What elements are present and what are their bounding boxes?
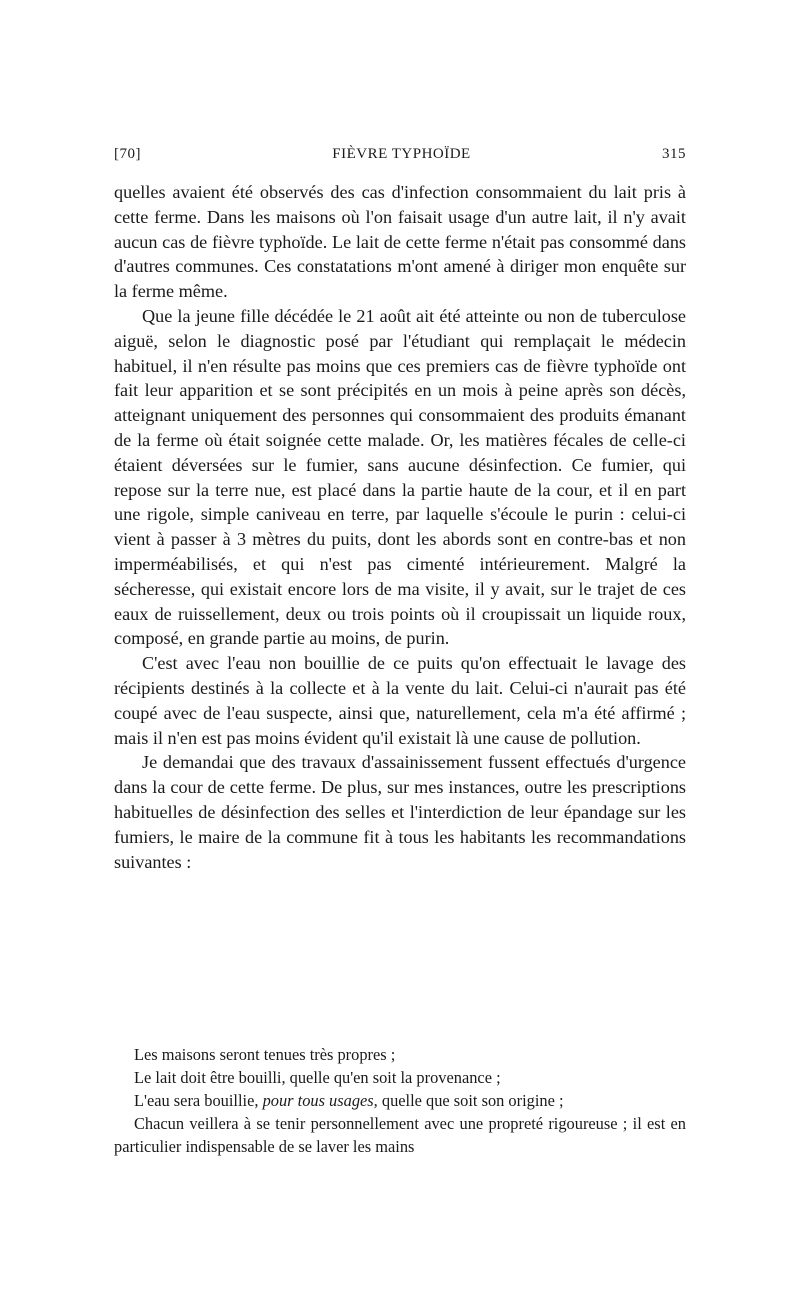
recommendations-list: [114, 1043, 686, 1158]
running-title: FIÈVRE TYPHOÏDE: [332, 146, 471, 162]
recommendation-item: Chacun veillera à se tenir personnellement avec une propreté rigoureuse ; il est en particulier indispensable de se laver les mains: [114, 1114, 686, 1156]
paragraph-continuation: quelles avaient été observés des cas d'infection consommaient du lait pris à cette ferme. Dans les maisons où l'on faisait usage d'un autre lait, il n'y avait aucun cas de fièvre typhoïde. Le lait de cette ferme n'était pas consommé dans d'autres communes. Ces constatations m'ont amené à diriger mon enquête sur la ferme même.: [114, 182, 686, 302]
recommendation-item: [114, 1089, 686, 1112]
page-number: 315: [661, 146, 686, 162]
section-number: [70]: [114, 146, 141, 162]
recommendation-text: quelle que soit son origine ;: [377, 1091, 564, 1110]
recommendation-item: Le lait doit être bouilli, quelle qu'en soit la provenance ;: [134, 1068, 501, 1087]
paragraph-measures: Je demandai que des travaux d'assainissement fussent effectués d'urgence dans la cour de cette ferme. De plus, sur mes instances, outre les prescriptions habituelles de désinfection des selles et l'interdiction de leur épandage sur les fumiers, le maire de la commune fit à tous les habitants les recommandations suivantes :: [114, 752, 686, 872]
paragraph-investigation: Que la jeune fille décédée le 21 août ait été atteinte ou non de tuberculose aiguë, selon le diagnostic posé par l'étudiant qui remplaçait le médecin habituel, il n'en résulte pas moins que ces premiers cas de fièvre typhoïde ont fait leur apparition et se sont précipités en un mois à peine après son décès, atteignant uniquement des personnes qui consommaient des produits émanant de la ferme où était soignée cette malade. Or, les matières fécales de celle-ci étaient déversées sur le fumier, sans aucune désinfection. Ce fumier, qui repose sur la terre nue, est placé dans la partie haute de la cour, et il en part une rigole, simple caniveau en terre, par laquelle s'écoule le purin : celui-ci vient à passer à 3 mètres du puits, dont les abords sont en contre-bas et non imperméabilisés, et qui n'est pas cimenté intérieurement. Malgré la sécheresse, qui existait encore lors de ma visite, il y avait, sur le trajet de ces eaux de ruissellement, deux ou trois points où il croupissait un liquide roux, composé, en grande partie au moins, de purin.: [114, 305, 686, 649]
recommendation-item: Les maisons seront tenues très propres ;: [134, 1045, 396, 1064]
paragraph-pollution: C'est avec l'eau non bouillie de ce puits qu'on effectuait le lavage des récipients destinés à la collecte et à la vente du lait. Celui-ci n'aurait pas été coupé avec de l'eau suspecte, ainsi que, naturellement, cela m'a été affirmé ; mais il n'en est pas moins évident qu'il existait là une cause de pollution.: [114, 653, 686, 748]
recommendation-emphasis: pour tous usages,: [262, 1091, 378, 1110]
recommendation-text: L'eau sera bouillie,: [134, 1091, 263, 1110]
running-header: [114, 146, 686, 163]
body-text: [114, 180, 686, 874]
